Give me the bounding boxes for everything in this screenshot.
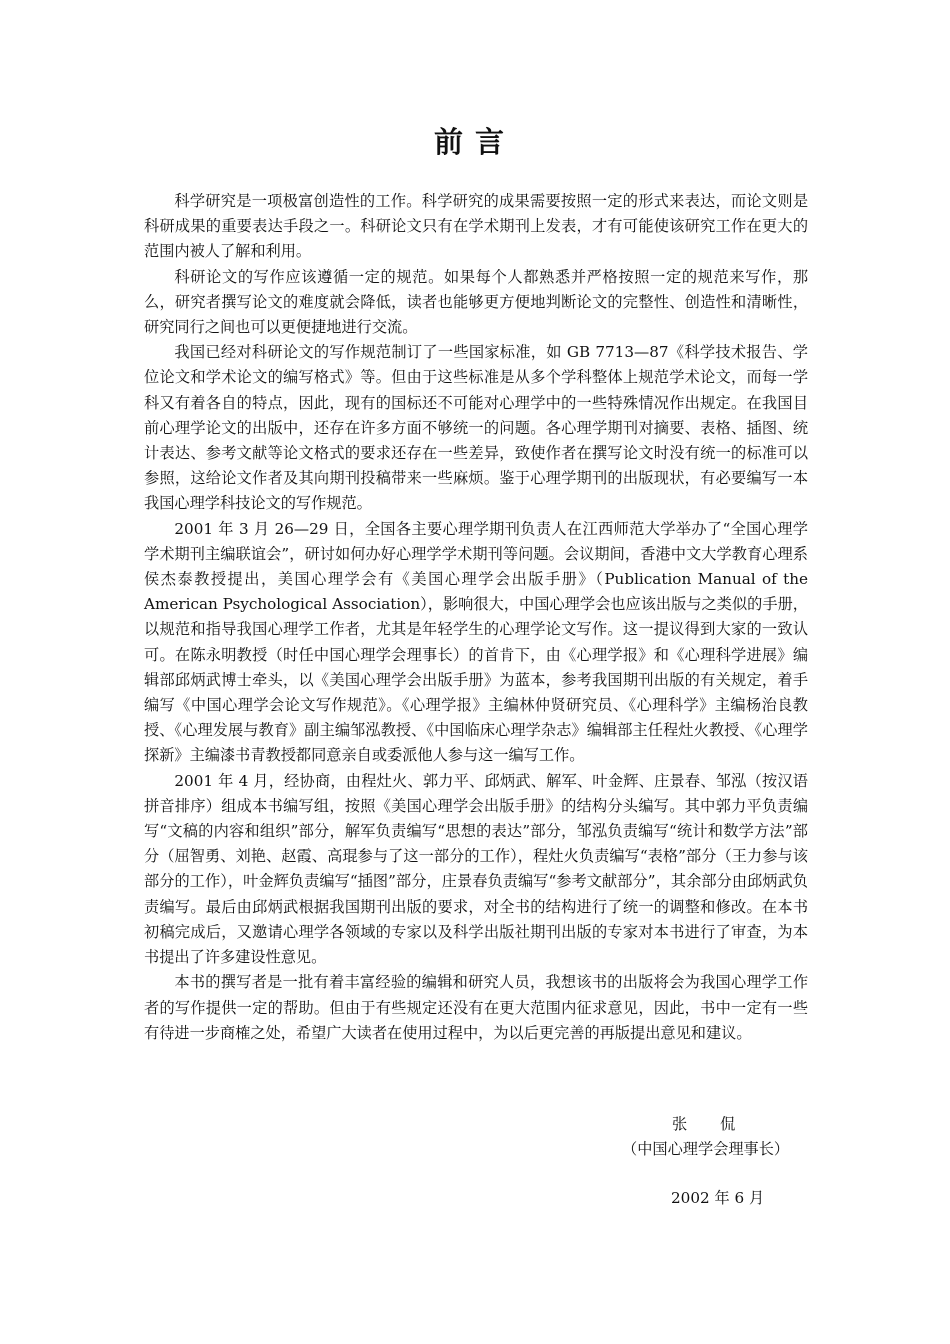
- signature-date: 2002 年 6 月: [671, 1189, 765, 1207]
- signature-title: （中国心理学会理事长）: [622, 1140, 790, 1158]
- paragraph: 2001 年 4 月，经协商，由程灶火、郭力平、邱炳武、解军、叶金辉、庄景春、邹泓（按汉语拼音排序）组成本书编写组，按照《美国心理学会出版手册》的结构分头编写。其中郭力平负责编写“文稿的内容和组织”部分，解军负责编写“思想的表达”部分，邹泓负责编写“统计和数学方法”部分（屈智勇、刘艳、赵霞、高琨参与了这一部分的工作），程灶火负责编写“表格”部分（王力参与该部分的工作），叶金辉负责编写“插图”部分，庄景春负责编写“参考文献部分”，其余部分由邱炳武负责编写。最后由邱炳武根据我国期刊出版的要求，对全书的结构进行了统一的调整和修改。在本书初稿完成后，又邀请心理学各领域的专家以及科学出版社期刊出版的专家对本书进行了审查，为本书提出了许多建设性意见。: [144, 771, 808, 967]
- paragraph: 科学研究是一项极富创造性的工作。科学研究的成果需要按照一定的形式来表达，而论文则是科研成果的重要表达手段之一。科研论文只有在学术期刊上发表，才有可能使该研究工作在更大的范围内被人了解和利用。: [144, 192, 808, 261]
- paragraph: 我国已经对科研论文的写作规范制订了一些国家标准，如 GB 7713—87《科学技术报告、学位论文和学术论文的编写格式》等。但由于这些标准是从多个学科整体上规范学术论文，而每一学科又有着各自的特点，因此，现有的国标还不可能对心理学中的一些特殊情况作出规定。在我国目前心理学论文的出版中，还存在许多方面不够统一的问题。各心理学期刊对摘要、表格、插图、统计表达、参考文献等论文格式的要求还存在一些差异，致使作者在撰写论文时没有统一的标准可以参照，这给论文作者及其向期刊投稿带来一些麻烦。鉴于心理学期刊的出版现状，有必要编写一本我国心理学科技论文的写作规范。: [144, 343, 808, 513]
- page-title: 前言: [433, 125, 516, 159]
- paragraph: 科研论文的写作应该遵循一定的规范。如果每个人都熟悉并严格按照一定的规范来写作，那么，研究者撰写论文的难度就会降低，读者也能够更方便地判断论文的完整性、创造性和清晰性，研究同行之间也可以更便捷地进行交流。: [144, 267, 808, 337]
- paragraph: 2001 年 3 月 26—29 日，全国各主要心理学期刊负责人在江西师范大学举办了“全国心理学学术期刊主编联谊会”，研讨如何办好心理学学术期刊等问题。会议期间，香港中文大学教育心理系侯杰泰教授提出，美国心理学会有《美国心理学会出版手册》（Publication Manual of the American Psychological Association），影响很大，中国心理学会也应该出版与之类似的手册，以规范和指导我国心理学工作者，尤其是年轻学生的心理学论文写作。这一提议得到大家的一致认可。在陈永明教授（时任中国心理学会理事长）的首肯下，由《心理学报》和《心理科学进展》编辑部邱炳武博士牵头，以《美国心理学会出版手册》为蓝本，参考我国期刊出版的有关规定，着手编写《中国心理学会论文写作规范》。《心理学报》主编林仲贤研究员、《心理科学》主编杨治良教授、《心理发展与教育》副主编邹泓教授、《中国临床心理学杂志》编辑部主任程灶火教授、《心理学探新》主编漆书青教授都同意亲自或委派他人参与这一编写工作。: [144, 519, 808, 765]
- paragraph: 本书的撰写者是一批有着丰富经验的编辑和研究人员，我想该书的出版将会为我国心理学工作者的写作提供一定的帮助。但由于有些规定还没有在更大范围内征求意见，因此，书中一定有一些有待进一步商榷之处，希望广大读者在使用过程中，为以后更完善的再版提出意见和建议。: [144, 973, 808, 1042]
- preface-body: [144, 189, 808, 1046]
- signature-name: 张 侃: [672, 1115, 750, 1133]
